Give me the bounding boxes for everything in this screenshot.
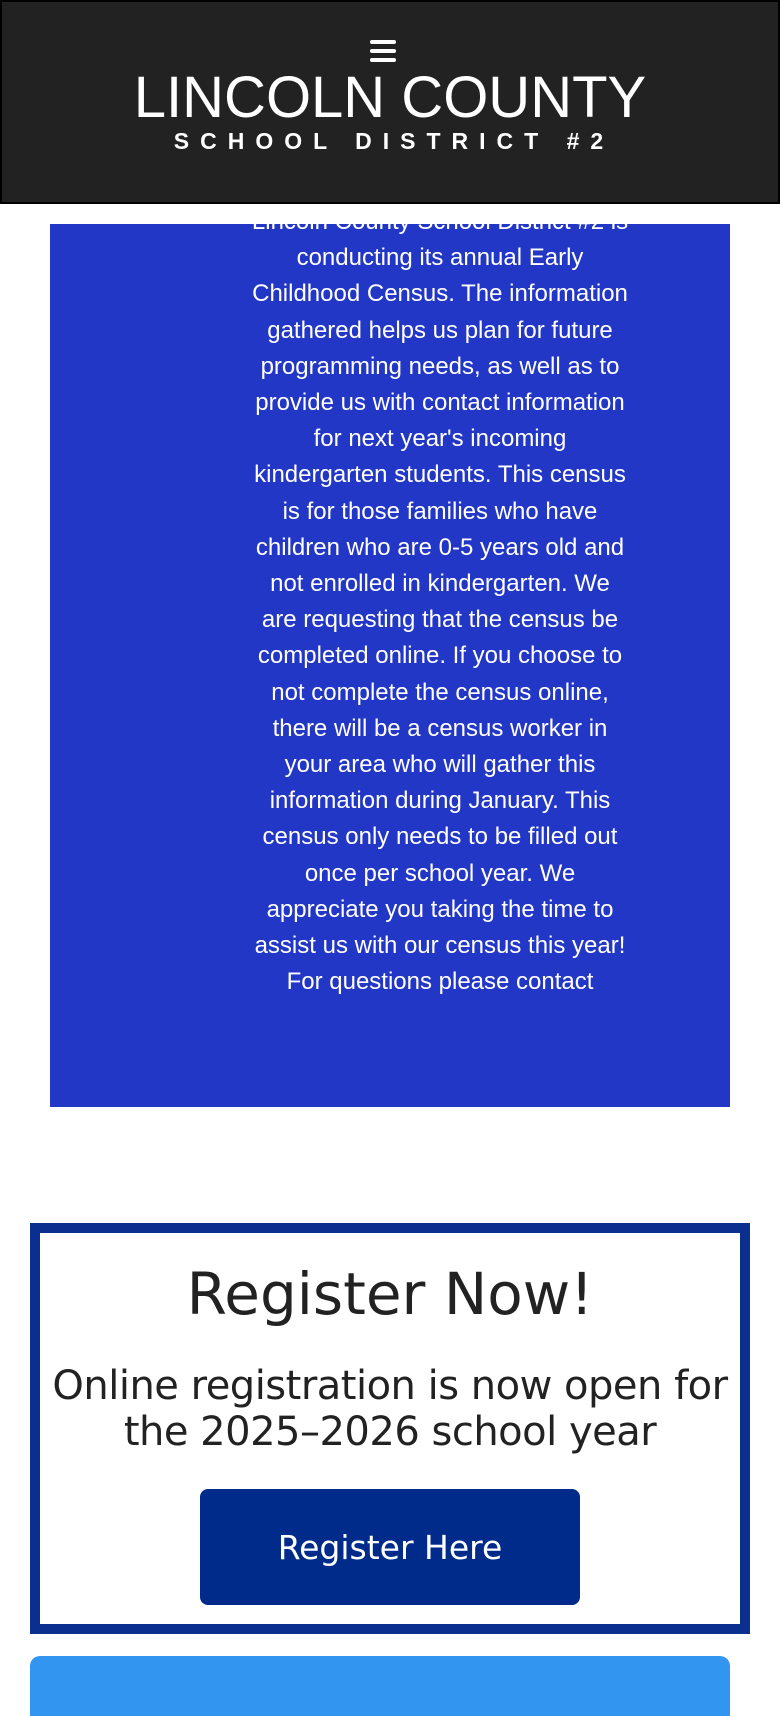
hamburger-menu-icon[interactable] xyxy=(370,40,396,62)
early-childhood-census-panel xyxy=(50,208,730,1107)
district-logo-subtitle[interactable]: SCHOOL DISTRICT #2 xyxy=(173,128,615,154)
district-logo-title[interactable]: LINCOLN COUNTY xyxy=(133,65,647,130)
register-here-button[interactable]: Register Here xyxy=(200,1489,580,1605)
register-title: Register Now! xyxy=(186,1260,594,1328)
register-subtitle: Online registration is now open for the 2025–2026 school year xyxy=(52,1363,728,1455)
site-header xyxy=(0,0,780,204)
bottom-section-band xyxy=(30,1656,730,1716)
census-description: Lincoln County School District #2 is conducting its annual Early Childhood Census. The information gathered helps us plan for future programming needs, as well as to provide us with contact information for next year's incoming kindergarten students. This census is for those families who have children who are 0-5 years old and not enrolled in kindergarten. We are requesting that the census be completed online. If you choose to not complete the census online, there will be a census worker in your area who will gather this information during January. This census only needs to be filled out once per school year. We appreciate you taking the time to assist us with our census this year! For questions please contact xyxy=(251,208,629,996)
register-now-box xyxy=(30,1223,750,1634)
